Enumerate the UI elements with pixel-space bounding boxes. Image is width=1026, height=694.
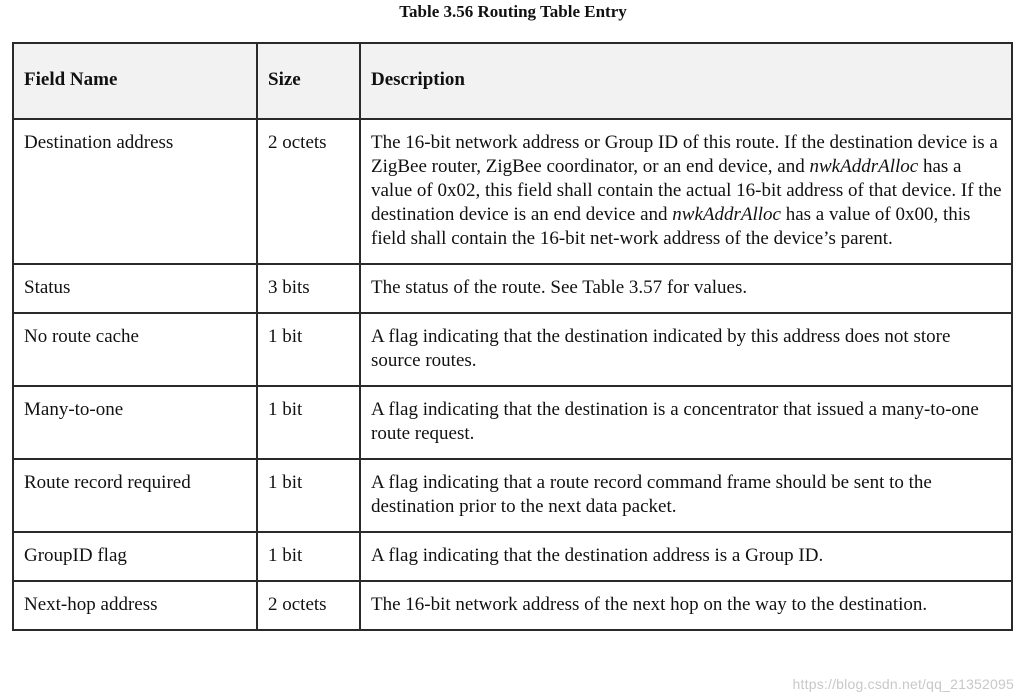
header-size: Size	[257, 43, 360, 119]
description-cell: A flag indicating that the destination is a concentrator that issued a many-to-one route request.	[360, 386, 1012, 459]
field-name-cell: No route cache	[13, 313, 257, 386]
field-name-cell: GroupID flag	[13, 532, 257, 581]
header-description: Description	[360, 43, 1012, 119]
table-row	[13, 119, 1012, 264]
table-row	[13, 313, 1012, 386]
description-cell: A flag indicating that a route record command frame should be sent to the destination prior to the next data packet.	[360, 459, 1012, 532]
routing-table	[12, 42, 1013, 631]
table-header-row	[13, 43, 1012, 119]
table-row	[13, 264, 1012, 313]
table-caption: Table 3.56 Routing Table Entry	[399, 2, 627, 21]
size-cell: 1 bit	[257, 386, 360, 459]
size-cell: 2 octets	[257, 581, 360, 630]
description-cell: A flag indicating that the destination indicated by this address does not store source routes.	[360, 313, 1012, 386]
description-cell	[360, 119, 1012, 264]
size-cell: 1 bit	[257, 313, 360, 386]
parameter-name: nwkAddrAlloc	[809, 156, 919, 177]
header-field-name: Field Name	[13, 43, 257, 119]
description-cell: The status of the route. See Table 3.57 for values.	[360, 264, 1012, 313]
field-name-cell: Next-hop address	[13, 581, 257, 630]
field-name-cell: Many-to-one	[13, 386, 257, 459]
description-text: has a value of 0x02, this field shall contain the actual 16-bit address of that device. If the destination device is an end device and	[371, 156, 1002, 225]
size-cell: 1 bit	[257, 532, 360, 581]
description-cell: The 16-bit network address of the next hop on the way to the destination.	[360, 581, 1012, 630]
description-text: The 16-bit network address or Group ID of this route. If the destination device is a ZigBee router, ZigBee coordinator, or an end device, and	[371, 132, 998, 177]
field-name-cell: Destination address	[13, 119, 257, 264]
table-row	[13, 532, 1012, 581]
watermark: https://blog.csdn.net/qq_21352095	[792, 676, 1014, 692]
description-cell: A flag indicating that the destination address is a Group ID.	[360, 532, 1012, 581]
size-cell: 2 octets	[257, 119, 360, 264]
size-cell: 3 bits	[257, 264, 360, 313]
field-name-cell: Route record required	[13, 459, 257, 532]
table-row	[13, 581, 1012, 630]
parameter-name: nwkAddrAlloc	[672, 204, 781, 225]
field-name-cell: Status	[13, 264, 257, 313]
table-row	[13, 459, 1012, 532]
table-row	[13, 386, 1012, 459]
size-cell: 1 bit	[257, 459, 360, 532]
description-text: has a value of 0x00, this field shall contain the 16-bit net-work address of the device’s parent.	[371, 204, 971, 249]
